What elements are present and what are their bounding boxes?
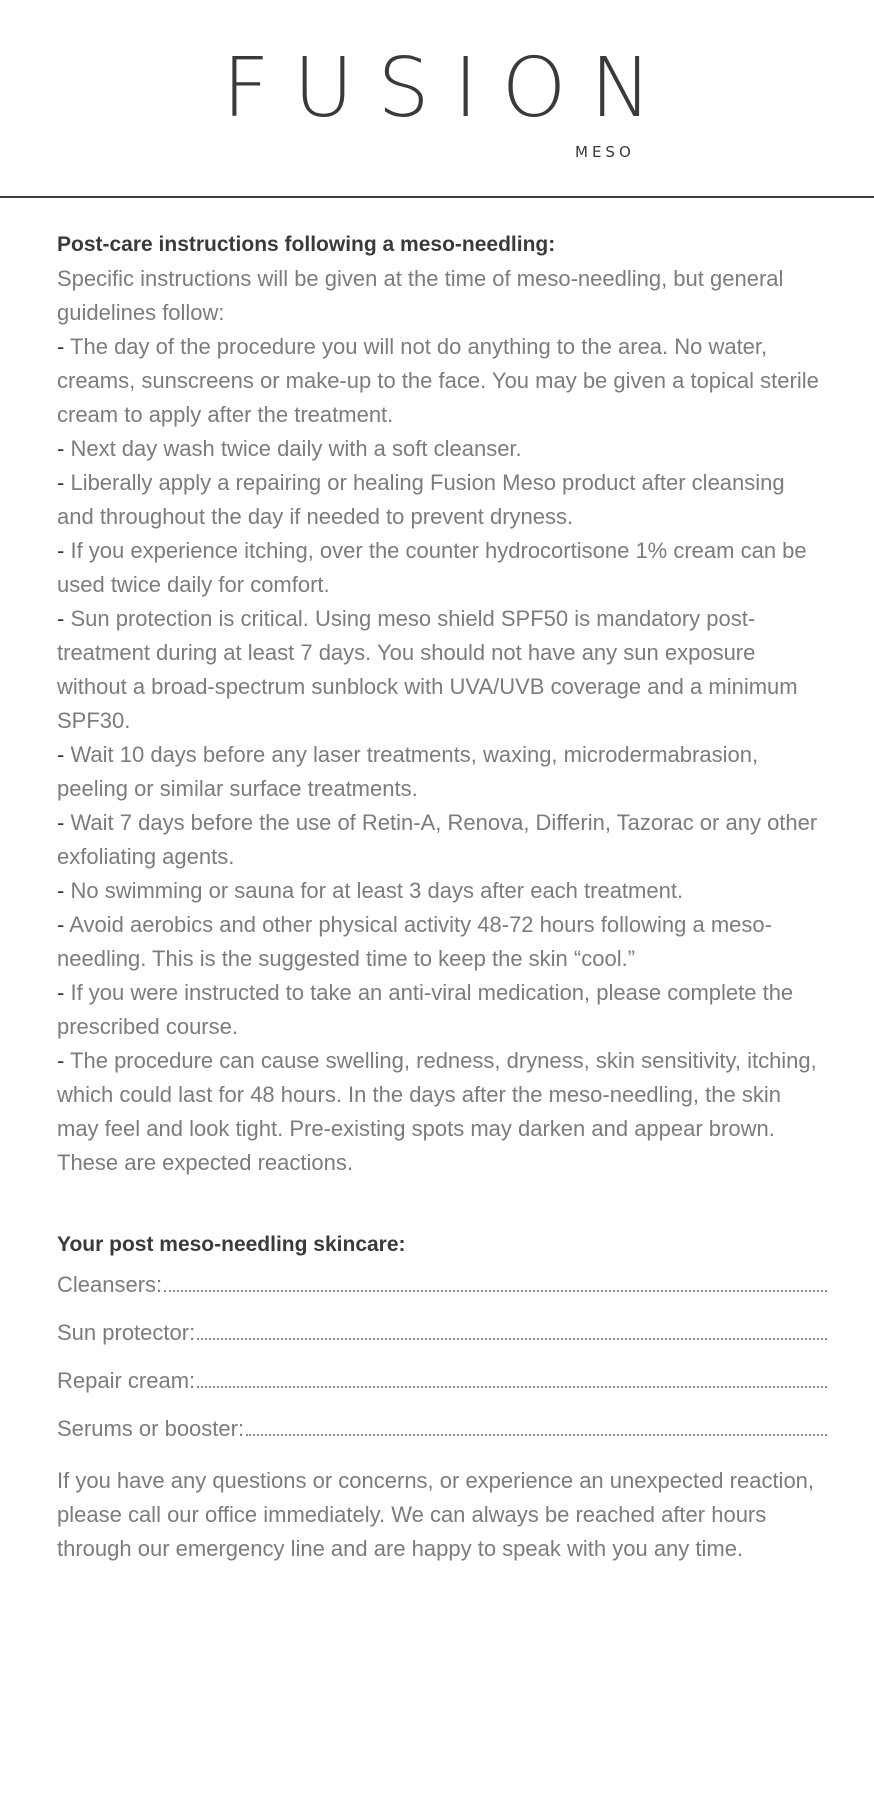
list-item: - Sun protection is critical. Using meso shield SPF50 is mandatory post-treatment during at least 7 days. You should not have any sun exposure without a broad-spectrum sunblock with UVA/UVB coverage and a minimum SPF30. <box>57 606 798 733</box>
dotted-line <box>197 1320 827 1340</box>
field-label: Serums or booster: <box>57 1416 245 1441</box>
list-item: - Wait 10 days before any laser treatments, waxing, microdermabrasion, peeling or similar surface treatments. <box>57 742 759 801</box>
field-label: Sun protector: <box>57 1320 196 1345</box>
cleansers-field[interactable] <box>57 1272 827 1320</box>
dotted-line <box>246 1416 827 1436</box>
brand-logo: FUSION <box>222 41 676 136</box>
skincare-title: Your post meso-needling skincare: <box>57 1233 406 1256</box>
list-item: - The procedure can cause swelling, redness, dryness, skin sensitivity, itching, which could last for 48 hours. In the days after the meso-needling, the skin may feel and look tight. Pre-existing spots may darken and appear brown. These are expected reactions. <box>57 1048 817 1175</box>
list-item: - If you experience itching, over the counter hydrocortisone 1% cream can be used twice daily for comfort. <box>57 538 807 597</box>
sun-protector-field[interactable] <box>57 1320 827 1368</box>
postcare-title: Post-care instructions following a meso-needling: <box>57 233 556 256</box>
postcare-list <box>57 330 827 1180</box>
serums-booster-field[interactable] <box>57 1416 827 1464</box>
dotted-line <box>197 1368 827 1388</box>
repair-cream-field[interactable] <box>57 1368 827 1416</box>
main-content <box>57 228 827 1566</box>
list-item: - The day of the procedure you will not do anything to the area. No water, creams, sunscreens or make-up to the face. You may be given a topical sterile cream to apply after the treatment. <box>57 334 819 427</box>
postcare-intro: Specific instructions will be given at the time of meso-needling, but general guidelines follow: <box>57 266 784 325</box>
dotted-line <box>164 1272 827 1292</box>
list-item: - Liberally apply a repairing or healing Fusion Meso product after cleansing and throughout the day if needed to prevent dryness. <box>57 470 785 529</box>
list-item: - Next day wash twice daily with a soft cleanser. <box>57 436 522 461</box>
header <box>0 0 874 198</box>
skincare-fields <box>57 1272 827 1464</box>
list-item: - No swimming or sauna for at least 3 days after each treatment. <box>57 878 684 903</box>
closing-paragraph: If you have any questions or concerns, or experience an unexpected reaction, please call our office immediately. We can always be reached after hours through our emergency line and are happy to speak with you any time. <box>57 1468 815 1561</box>
field-label: Repair cream: <box>57 1368 196 1393</box>
brand-logo-sub: MESO <box>575 143 635 161</box>
list-item: - If you were instructed to take an anti-viral medication, please complete the prescribed course. <box>57 980 794 1039</box>
field-label: Cleansers: <box>57 1272 163 1297</box>
list-item: - Wait 7 days before the use of Retin-A, Renova, Differin, Tazorac or any other exfoliating agents. <box>57 810 818 869</box>
list-item: - Avoid aerobics and other physical activity 48-72 hours following a meso-needling. This is the suggested time to keep the skin “cool.” <box>57 912 772 971</box>
